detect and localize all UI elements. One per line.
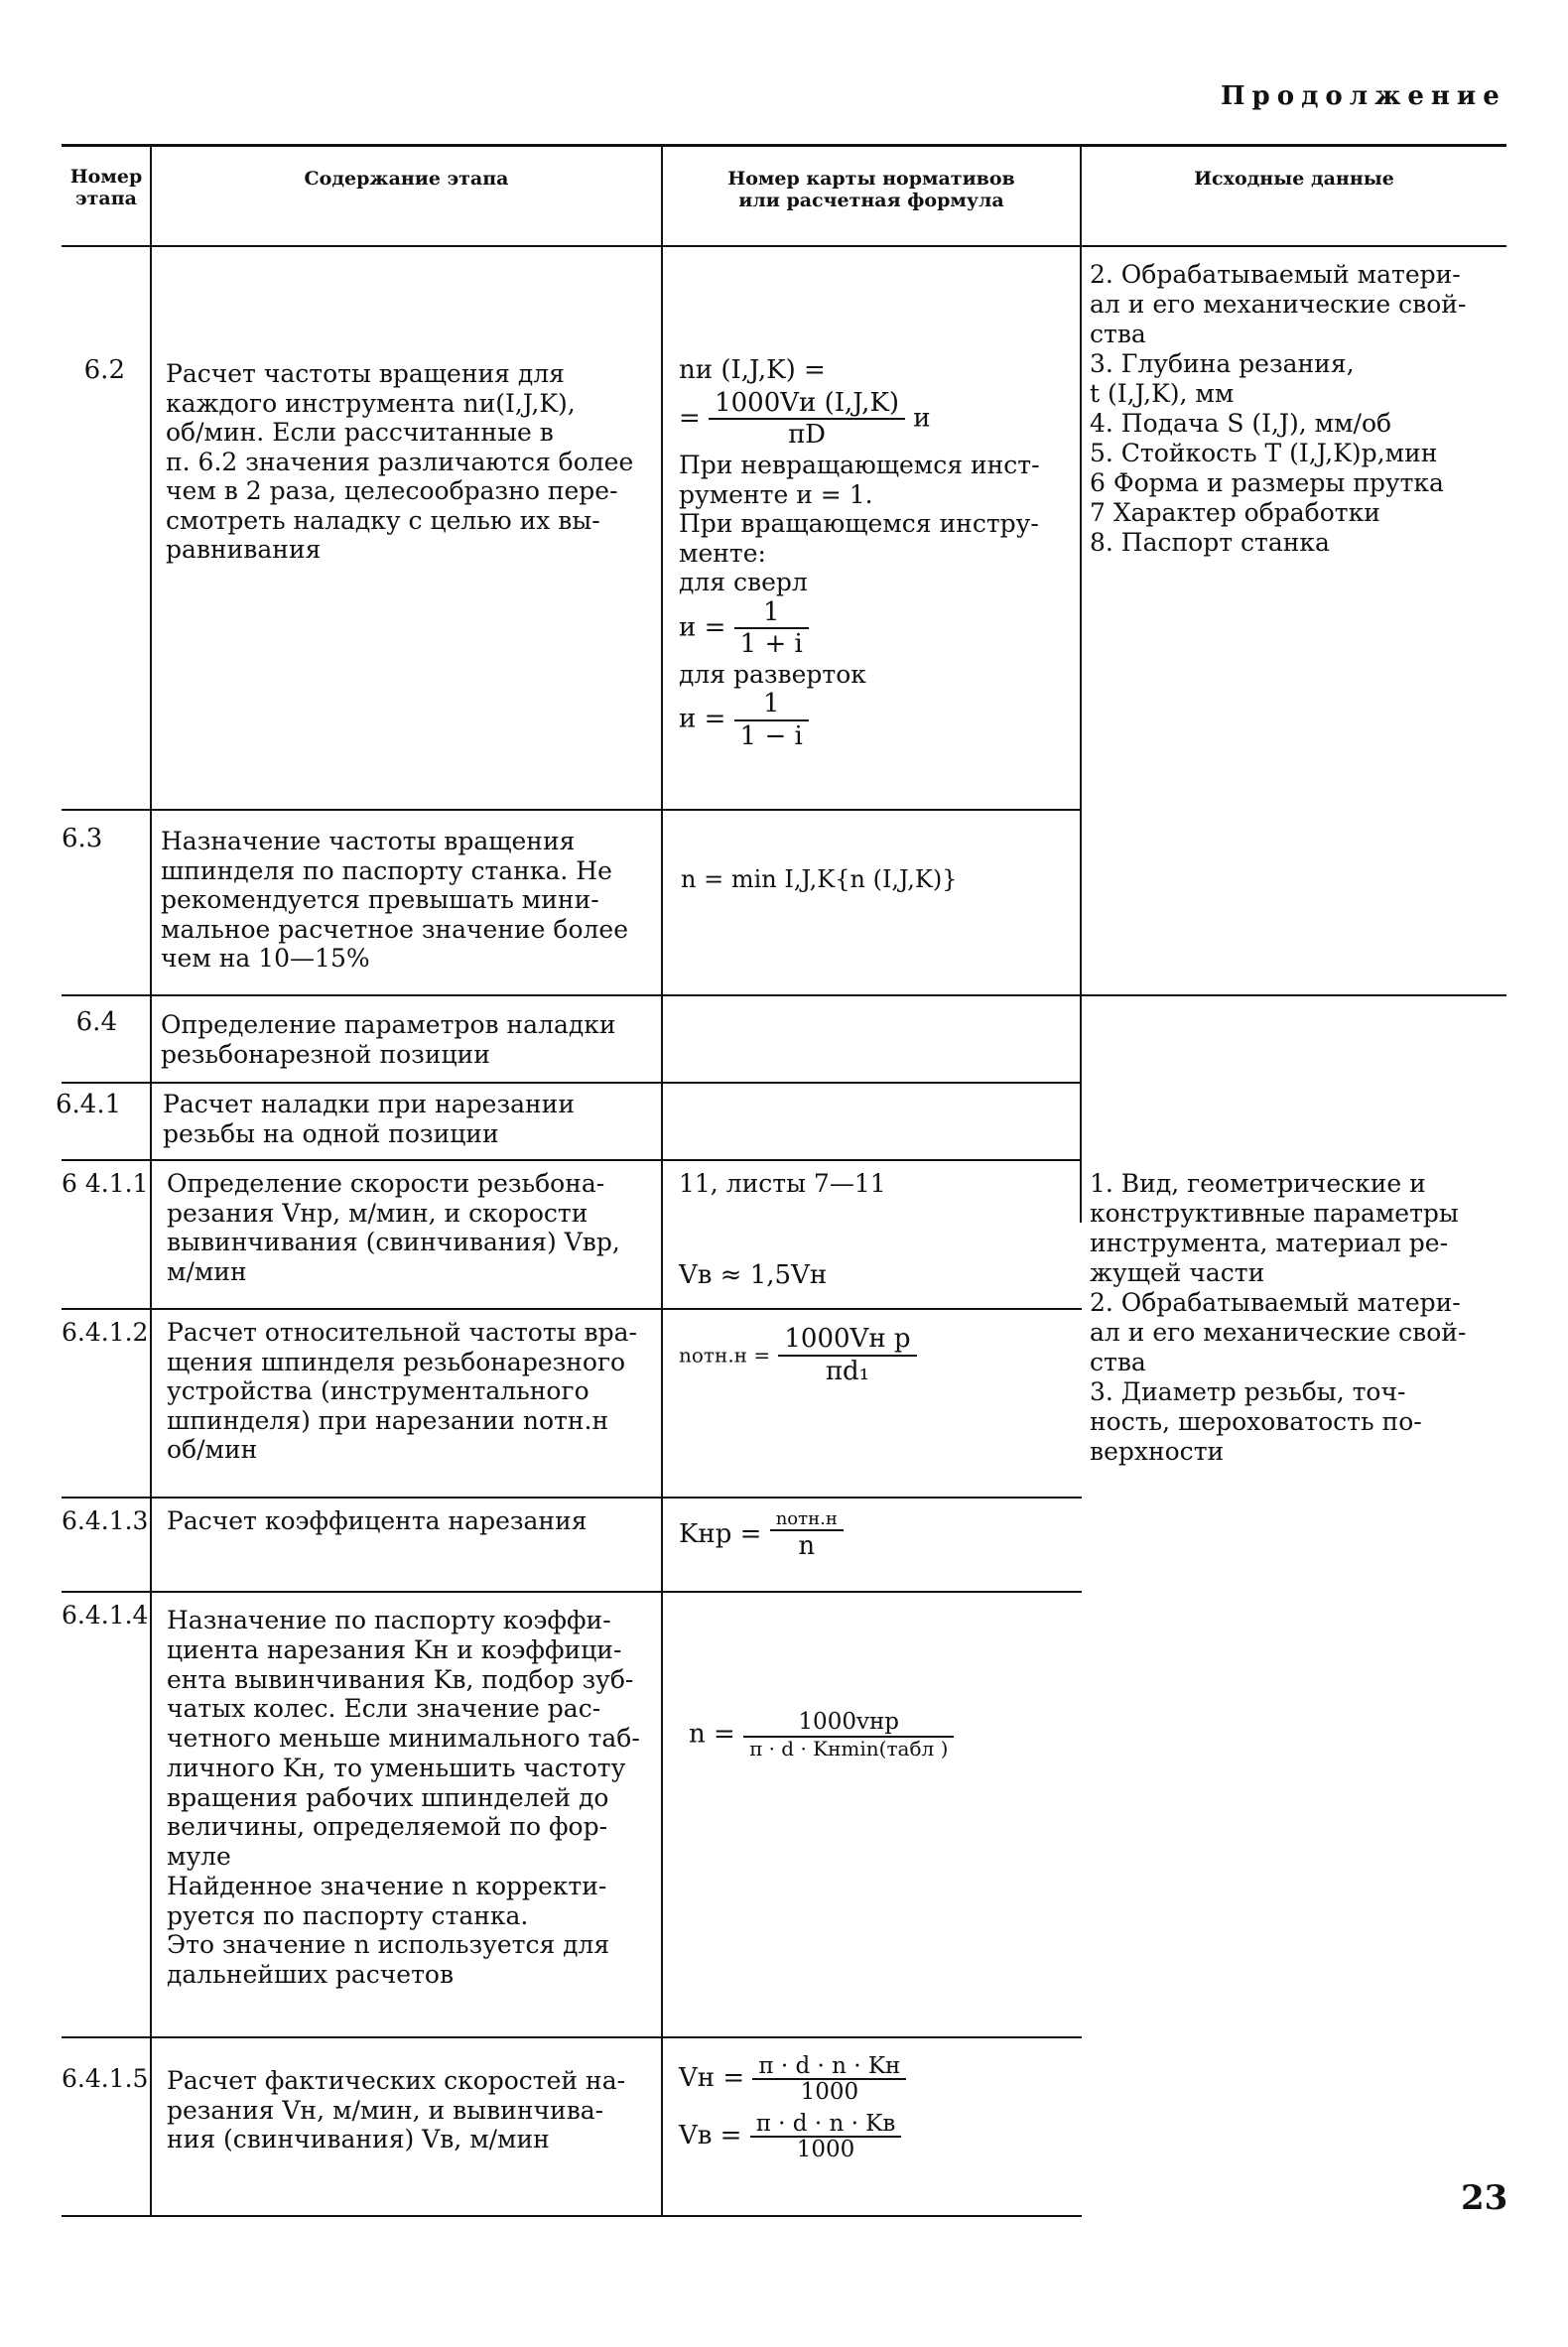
stage-no-6-4-1-4: 6.4.1.4 <box>62 1601 149 1630</box>
source-line: 4. Подача S (I,J), мм/об <box>1090 409 1392 438</box>
formula-6-2 <box>679 355 1076 752</box>
header-bottom-rule <box>62 245 1506 247</box>
row-rule-6414 <box>62 2036 1082 2038</box>
formula-6-4-1-2 <box>679 1324 1066 1386</box>
row-rule-6412 <box>62 1497 1082 1499</box>
stage-no-6-4-1-2: 6.4.1.2 <box>62 1318 149 1347</box>
content-line: резьбонарезной позиции <box>161 1039 490 1069</box>
content-line: щения шпинделя резьбонарезного <box>167 1347 626 1376</box>
row-rule-62 <box>62 809 1082 811</box>
content-line: дальнейших расчетов <box>167 1960 455 1989</box>
content-line: рекомендуется превышать мини- <box>161 885 599 914</box>
stage-no-6-4-1-5: 6.4.1.5 <box>62 2064 149 2093</box>
content-line: личного Kн, то уменьшить частоту <box>167 1753 626 1782</box>
content-line: Назначение по паспорту коэффи- <box>167 1606 611 1634</box>
header-stage-no-line1: Номер <box>69 166 143 188</box>
formula-6-4-1-5 <box>679 2054 1066 2162</box>
frac-den: 1000 <box>800 2079 859 2106</box>
source-line: 8. Паспорт станка <box>1090 528 1330 557</box>
content-6-4-1-2 <box>167 1318 647 1465</box>
content-line: ента вывинчивания Kв, подбор зуб- <box>167 1664 634 1694</box>
content-line: мальное расчетное значение более <box>161 914 628 944</box>
u-lhs: и = <box>679 705 726 735</box>
formula-text: При невращающемся инст- <box>679 451 1040 480</box>
source-line: жущей части <box>1090 1258 1265 1287</box>
content-line: Расчет относительной частоты вра- <box>167 1318 637 1347</box>
continuation-label: Продолжение <box>1221 81 1506 111</box>
formula-6-4-1-1b: Vв ≈ 1,5Vн <box>679 1260 828 1290</box>
content-line: шпинделя) при нарезании nотн.н <box>167 1405 609 1435</box>
header-stage-no <box>62 167 151 210</box>
formula-6-2-text2 <box>679 509 1076 568</box>
frac-den: π · d · Kнmin(табл ) <box>749 1737 949 1761</box>
source-line: 3. Глубина резания, <box>1090 349 1355 378</box>
frac-tail: и <box>913 403 931 434</box>
source-line: 3. Диаметр резьбы, точ- <box>1090 1377 1406 1406</box>
source-line: ства <box>1090 1348 1146 1376</box>
formula-6-4-1-5-vv <box>679 2112 1066 2161</box>
content-6-4-1-3: Расчет коэффицента нарезания <box>167 1506 588 1535</box>
content-line: шпинделя по паспорту станка. Не <box>161 855 612 885</box>
formula-text: При вращающемся инстру- <box>679 509 1039 539</box>
content-line: муле <box>167 1842 231 1871</box>
source-data-top <box>1090 260 1499 558</box>
content-line: резания Vнр, м/мин, и скорости <box>167 1198 588 1228</box>
stage-no-6-4-1-3: 6.4.1.3 <box>62 1506 149 1535</box>
frac <box>778 1324 916 1386</box>
frac-den: 1 + i <box>739 629 803 660</box>
content-line: Определение скорости резьбона- <box>167 1169 605 1198</box>
formula-6-4-1-4 <box>689 1709 1076 1761</box>
row-rule-63 <box>62 994 1506 996</box>
formula-6-4-1-3 <box>679 1508 1066 1562</box>
source-line: 2. Обрабатываемый матери- <box>1090 260 1461 289</box>
content-line: чем на 10—15% <box>161 944 370 973</box>
frac-den: 1 − i <box>739 721 803 752</box>
row-rule-6413 <box>62 1591 1082 1593</box>
content-line: п. 6.2 значения различаются более <box>166 447 634 476</box>
content-line: величины, определяемой по фор- <box>167 1812 608 1842</box>
content-line: резьбы на одной позиции <box>163 1118 499 1148</box>
ream-label: для разверток <box>679 659 866 689</box>
frac-num: 1000vнр <box>743 1709 954 1738</box>
content-line: чем в 2 раза, целесообразно пере- <box>166 476 618 505</box>
content-line: Найденное значение n корректи- <box>167 1871 607 1900</box>
source-line: ность, шероховатость по- <box>1090 1407 1422 1436</box>
header-stage-no-line2: этапа <box>75 187 137 209</box>
formula-lhs: Vв = <box>679 2121 742 2151</box>
content-6-2 <box>166 359 644 565</box>
row-rule-641 <box>62 1159 1082 1161</box>
frac <box>734 597 809 660</box>
content-line: Расчет фактических скоростей на- <box>167 2066 626 2095</box>
col-divider-3 <box>1080 146 1082 1223</box>
formula-6-3: n = min I,J,K{n (I,J,K)} <box>681 865 958 893</box>
content-line: чатых колес. Если значение рас- <box>167 1694 601 1724</box>
content-line: равнивания <box>166 535 322 564</box>
content-line: Расчет частоты вращения для <box>166 359 565 388</box>
content-6-4 <box>161 1010 643 1069</box>
stage-no-6-3: 6.3 <box>62 824 103 853</box>
content-line: четного меньше минимального таб- <box>167 1724 640 1753</box>
frac-den: n <box>798 1531 816 1562</box>
source-line: ал и его механические свой- <box>1090 290 1467 319</box>
frac-num: 1000Vи (I,J,K) <box>709 388 905 421</box>
formula-lhs: Kнр = <box>679 1518 762 1549</box>
source-line: 1. Вид, геометрические и <box>1090 1169 1426 1198</box>
content-6-4-1-4 <box>167 1606 647 1990</box>
u-lhs: и = <box>679 612 726 643</box>
ream-formula <box>679 689 1076 751</box>
formula-6-2-text1 <box>679 451 1076 509</box>
stage-no-6-4-1-1: 6 4.1.1 <box>62 1169 149 1198</box>
formula-lhs: n = <box>689 1719 735 1750</box>
source-line: 6 Форма и размеры прутка <box>1090 468 1444 497</box>
content-line: Назначение частоты вращения <box>161 827 576 855</box>
frac <box>770 1508 844 1562</box>
content-line: м/мин <box>167 1256 247 1286</box>
equals-sign: = <box>679 403 701 434</box>
table-top-rule <box>62 144 1506 147</box>
content-line: об/мин. Если рассчитанные в <box>166 418 554 447</box>
frac-num: π · d · n · Kн <box>752 2054 906 2080</box>
source-line: 5. Стойкость T (I,J,K)р,мин <box>1090 439 1438 467</box>
content-line: ния (свинчивания) Vв, м/мин <box>167 2125 550 2153</box>
drill-label: для сверл <box>679 568 808 597</box>
content-line: циента нарезания Kн и коэффици- <box>167 1634 622 1664</box>
source-line: верхности <box>1090 1437 1225 1466</box>
source-line: ал и его механические свой- <box>1090 1318 1467 1347</box>
table-bottom-rule <box>62 2215 1082 2217</box>
header-formula <box>663 169 1080 212</box>
formula-6-4-1-5-vn <box>679 2054 1066 2104</box>
content-line: вращения рабочих шпинделей до <box>167 1782 609 1812</box>
frac-num: 1000Vн р <box>778 1324 916 1357</box>
formula-text: рументе и = 1. <box>679 479 873 509</box>
source-line: инструмента, материал ре- <box>1090 1229 1449 1257</box>
formula-6-2-fraction <box>679 388 1076 451</box>
formula-6-2-line1: nи (I,J,K) = <box>679 355 826 385</box>
source-line: 2. Обрабатываемый матери- <box>1090 1288 1461 1317</box>
frac <box>750 2112 902 2161</box>
frac <box>709 388 905 451</box>
frac-num: π · d · n · Kв <box>750 2112 902 2138</box>
content-6-4-1-1 <box>167 1169 645 1286</box>
drill-formula <box>679 597 1076 660</box>
content-line: Это значение n используется для <box>167 1930 610 1960</box>
frac-den: πd₁ <box>825 1356 870 1386</box>
col-divider-2 <box>661 146 663 2215</box>
stage-no-6-4: 6.4 <box>75 1007 117 1037</box>
source-data-bottom <box>1090 1169 1497 1467</box>
frac-den: 1000 <box>796 2137 855 2163</box>
header-formula-line2: или расчетная формула <box>738 189 1004 211</box>
row-rule-6411 <box>62 1308 1082 1310</box>
content-line: Расчет наладки при нарезании <box>163 1090 575 1118</box>
content-line: вывинчивания (свинчивания) Vвр, <box>167 1228 620 1256</box>
frac <box>734 689 809 751</box>
stage-no-6-4-1: 6.4.1 <box>56 1090 122 1119</box>
frac <box>752 2054 906 2104</box>
formula-6-4-1-1a: 11, листы 7—11 <box>679 1169 886 1198</box>
header-formula-line1: Номер карты нормативов <box>727 168 1015 190</box>
stage-no-6-2: 6.2 <box>83 355 125 385</box>
frac-den: πD <box>788 420 826 451</box>
content-line: об/мин <box>167 1435 258 1464</box>
source-line: ства <box>1090 320 1146 348</box>
source-line: 7 Характер обработки <box>1090 498 1380 527</box>
content-line: каждого инструмента nи(I,J,K), <box>166 388 576 418</box>
frac-num: 1 <box>734 597 809 630</box>
source-line: t (I,J,K), мм <box>1090 379 1235 408</box>
content-6-3 <box>161 827 643 974</box>
content-line: резания Vн, м/мин, и вывинчива- <box>167 2095 604 2125</box>
formula-lhs: Vн = <box>679 2063 745 2094</box>
content-6-4-1-5 <box>167 2066 647 2154</box>
content-6-4-1 <box>163 1090 643 1148</box>
formula-text: менте: <box>679 538 766 568</box>
formula-lhs: nотн.н = <box>679 1343 771 1368</box>
row-rule-64 <box>62 1082 1082 1084</box>
header-content: Содержание этапа <box>304 168 509 190</box>
frac <box>743 1709 954 1761</box>
page-number: 23 <box>1461 2178 1508 2218</box>
content-line: Определение параметров наладки <box>161 1010 616 1039</box>
source-line: конструктивные параметры <box>1090 1199 1459 1228</box>
header-source: Исходные данные <box>1194 168 1394 190</box>
frac-num: 1 <box>734 689 809 721</box>
frac-num: nотн.н <box>770 1508 844 1531</box>
content-line: устройства (инструментального <box>167 1376 589 1405</box>
content-line: смотреть наладку с целью их вы- <box>166 505 600 535</box>
content-line: руется по паспорту станка. <box>167 1900 529 1930</box>
